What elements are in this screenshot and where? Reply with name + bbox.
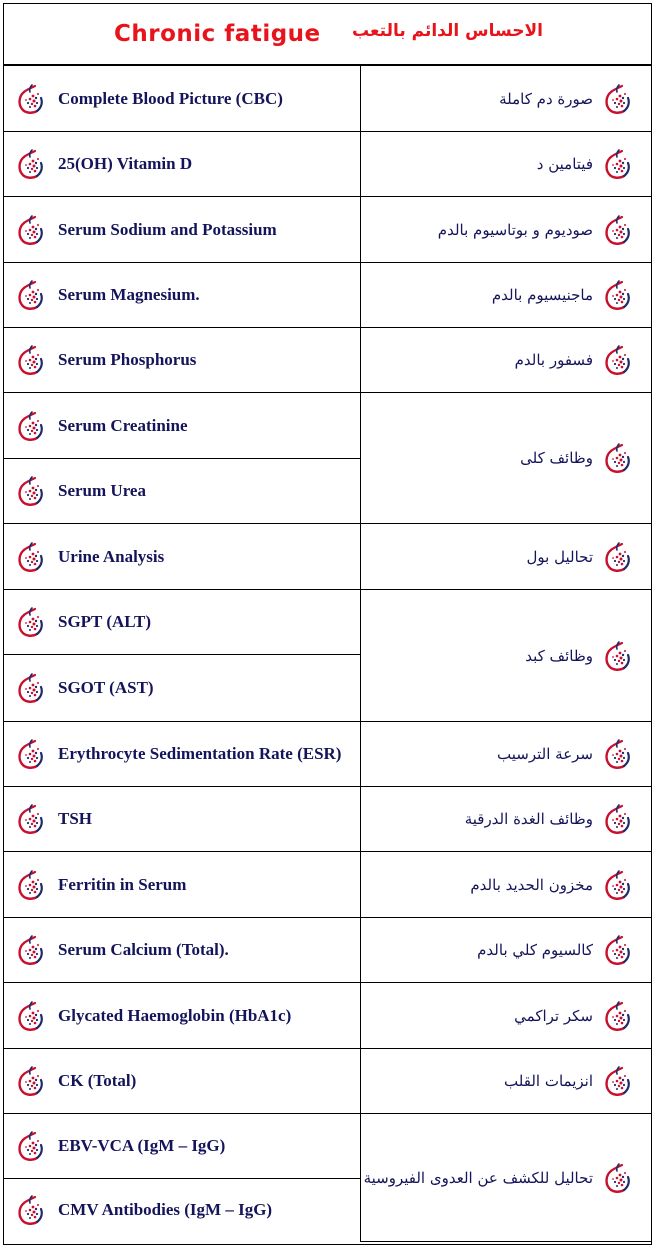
test-name-en: Serum Calcium (Total). [58,940,229,959]
tests-table [4,65,651,1242]
lab-logo-icon [603,541,633,573]
test-name-ar: صوديوم و بوتاسيوم بالدم [437,220,593,239]
table-row [4,197,651,263]
lab-logo-icon [603,738,633,770]
lab-logo-icon [16,410,46,442]
test-name-en: Complete Blood Picture (CBC) [58,88,283,108]
test-name-ar: فيتامين د [536,155,593,173]
test-name-ar: كالسيوم كلي بالدم [477,941,593,959]
table-row [4,66,651,132]
test-name-ar: صورة دم كاملة [499,89,593,108]
lab-logo-icon [16,1000,46,1032]
test-name-en: CK (Total) [58,1071,137,1090]
test-name-en: Glycated Haemoglobin (HbA1c) [58,1005,292,1025]
tests-sheet [3,3,652,1245]
lab-logo-icon [603,214,633,246]
table-row [4,328,651,393]
lab-logo-icon [16,214,46,246]
test-name-ar: مخزون الحديد بالدم [470,875,593,894]
test-name-en: TSH [58,809,93,828]
test-name-ar: انزيمات القلب [504,1072,593,1090]
test-name-en: Urine Analysis [58,546,165,566]
test-name-en: 25(OH) Vitamin D [58,154,193,173]
lab-logo-icon [16,803,46,835]
lab-logo-icon [603,869,633,901]
lab-logo-icon [16,738,46,770]
table-row [4,132,651,197]
test-name-en: EBV-VCA (IgM – IgG) [58,1136,226,1155]
lab-logo-icon [603,83,633,115]
table-row [4,1049,651,1114]
test-name-ar: وظائف الغدة الدرقية [464,810,593,828]
table-row [4,1114,651,1179]
test-name-en: Ferritin in Serum [58,874,187,894]
test-name-ar: فسفور بالدم [514,351,593,369]
test-name-en: Serum Phosphorus [58,350,197,369]
table-row [4,983,651,1049]
test-name-en: CMV Antibodies (IgM – IgG) [58,1200,273,1220]
title-arabic: الاحساس الدائم بالتعب [352,21,543,41]
lab-logo-icon [16,606,46,638]
test-name-en: Serum Magnesium. [58,285,200,304]
lab-logo-icon [16,541,46,573]
lab-logo-icon [603,148,633,180]
table-row [4,263,651,328]
test-name-ar: تحاليل للكشف عن العدوى الفيروسية [363,1168,593,1187]
test-name-ar: وظائف كلى [520,449,593,467]
lab-logo-icon [16,83,46,115]
test-name-ar: تحاليل بول [526,547,593,566]
table-row [4,787,651,852]
lab-logo-icon [16,344,46,376]
test-name-en: Serum Sodium and Potassium [58,219,277,239]
lab-logo-icon [16,1194,46,1226]
lab-logo-icon [603,1000,633,1032]
lab-logo-icon [603,1065,633,1097]
table-row [4,722,651,787]
test-name-ar: وظائف كبد [525,646,593,665]
header [4,4,651,65]
title-english: Chronic fatigue [114,21,321,47]
lab-logo-icon [16,1065,46,1097]
lab-logo-icon [603,1162,633,1194]
lab-logo-icon [16,475,46,507]
table-row [4,393,651,459]
lab-logo-icon [603,279,633,311]
test-name-ar: سكر تراكمي [514,1006,593,1025]
test-name-en: Erythrocyte Sedimentation Rate (ESR) [58,744,342,763]
test-name-ar: سرعة الترسيب [497,745,593,763]
table-row [4,918,651,983]
lab-logo-icon [16,672,46,704]
table-row [4,590,651,655]
lab-logo-icon [16,279,46,311]
lab-logo-icon [16,869,46,901]
table-row [4,852,651,918]
lab-logo-icon [16,934,46,966]
lab-logo-icon [603,934,633,966]
test-name-en: SGPT (ALT) [58,612,152,631]
lab-logo-icon [16,1130,46,1162]
table-row [4,524,651,590]
test-name-en: Serum Urea [58,481,146,500]
lab-logo-icon [603,803,633,835]
lab-logo-icon [603,442,633,474]
lab-logo-icon [603,344,633,376]
lab-logo-icon [603,640,633,672]
test-name-en: SGOT (AST) [58,678,154,697]
lab-logo-icon [16,148,46,180]
test-name-en: Serum Creatinine [58,415,188,435]
test-name-ar: ماجنيسيوم بالدم [491,286,593,304]
